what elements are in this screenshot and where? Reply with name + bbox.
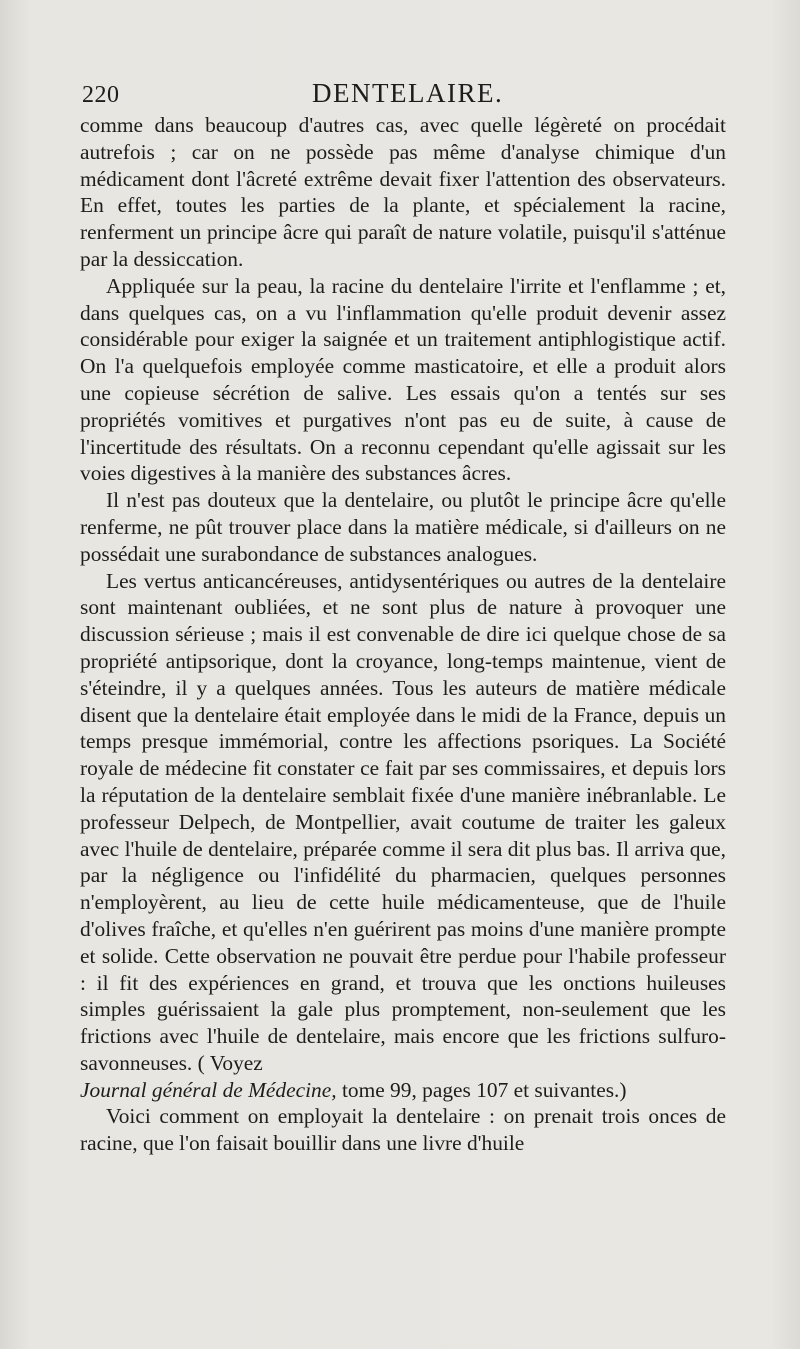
paragraph-preparation: Voici comment on employait la dentelaire : on prenait trois onces de racine, que l'on faisait bouillir dans une livre d'huile — [80, 1104, 726, 1156]
page-header — [82, 78, 727, 112]
paragraph-antipsoric-property — [80, 568, 726, 1104]
paragraph-skin-application: Appliquée sur la peau, la racine du dentelaire l'irrite et l'enflamme ; et, dans quelques cas, on a vu l'inflammation qu'elle produit devenir assez considérable pour exiger la saignée et un traitement antiphlogistique actif. On l'a quelquefois employée comme masticatoire, et elle a produit alors une copieuse sécrétion de salive. Les essais qu'on a tentés sur ses propriétés vomitives et purgatives n'ont pas eu de suite, à cause de l'incertitude des résultats. On a reconnu cependant qu'elle agissait sur les voies digestives à la manière des substances âcres. — [80, 273, 726, 486]
page-number: 220 — [82, 82, 120, 108]
journal-title: Journal général de Médecine, — [80, 1077, 337, 1102]
running-title: DENTELAIRE. — [312, 78, 504, 108]
paragraph-acrid-principle: Il n'est pas douteux que la dentelaire, ou plutôt le principe âcre qu'elle renferme, ne pût trouver place dans la matière médicale, si d'ailleurs on ne possédait une surabondance de substances analogues. — [80, 488, 726, 566]
antipsoric-text: Les vertus anticancéreuses, antidysentériques ou autres de la dentelaire sont maintenant oubliées, et ne sont plus de nature à provoquer une discussion sérieuse ; mais il est convenable de dire ici quelque chose de sa propriété antipsorique, dont la croyance, long-temps maintenue, vient de s'éteindre, il y a quelques années. Tous les auteurs de matière médicale disent que la dentelaire était employée dans le midi de la France, depuis un temps presque immémorial, contre les affections psoriques. La Société royale de médecine fit constater ce fait par ses commissaires, et depuis lors la réputation de la dentelaire semblait fixée d'une manière inébranlable. Le professeur Delpech, de Montpellier, avait coutume de traiter les galeux avec l'huile de dentelaire, préparée comme il sera dit plus bas. Il arriva que, par la négligence ou l'infidélité du pharmacien, quelques personnes n'employèrent, au lieu de cette huile médicamenteuse, que de l'huile d'olives fraîche, et qu'elles n'en guérirent pas moins d'une manière prompte et solide. Cette observation ne pouvait être perdue pour l'habile professeur : il fit des expériences en grand, et trouva que les onctions huileuses simples guérissaient la gale plus promptement, non-seulement que les frictions avec l'huile de dentelaire, mais encore que les frictions sulfuro-savonneuses. ( Voyez — [80, 568, 726, 1075]
paragraph-continuation: comme dans beaucoup d'autres cas, avec quelle légèreté on procédait autrefois ; car on ne possède pas même d'analyse chimique d'un médicament dont l'âcreté extrême devait fixer l'attention des observateurs. En effet, toutes les parties de la plante, et spécialement la racine, renferment un principe âcre qui paraît de nature volatile, puisqu'il s'atténue par la dessiccation. — [80, 113, 726, 271]
body-text — [80, 112, 726, 1157]
citation-reference: tome 99, pages 107 et suivantes.) — [336, 1077, 627, 1102]
